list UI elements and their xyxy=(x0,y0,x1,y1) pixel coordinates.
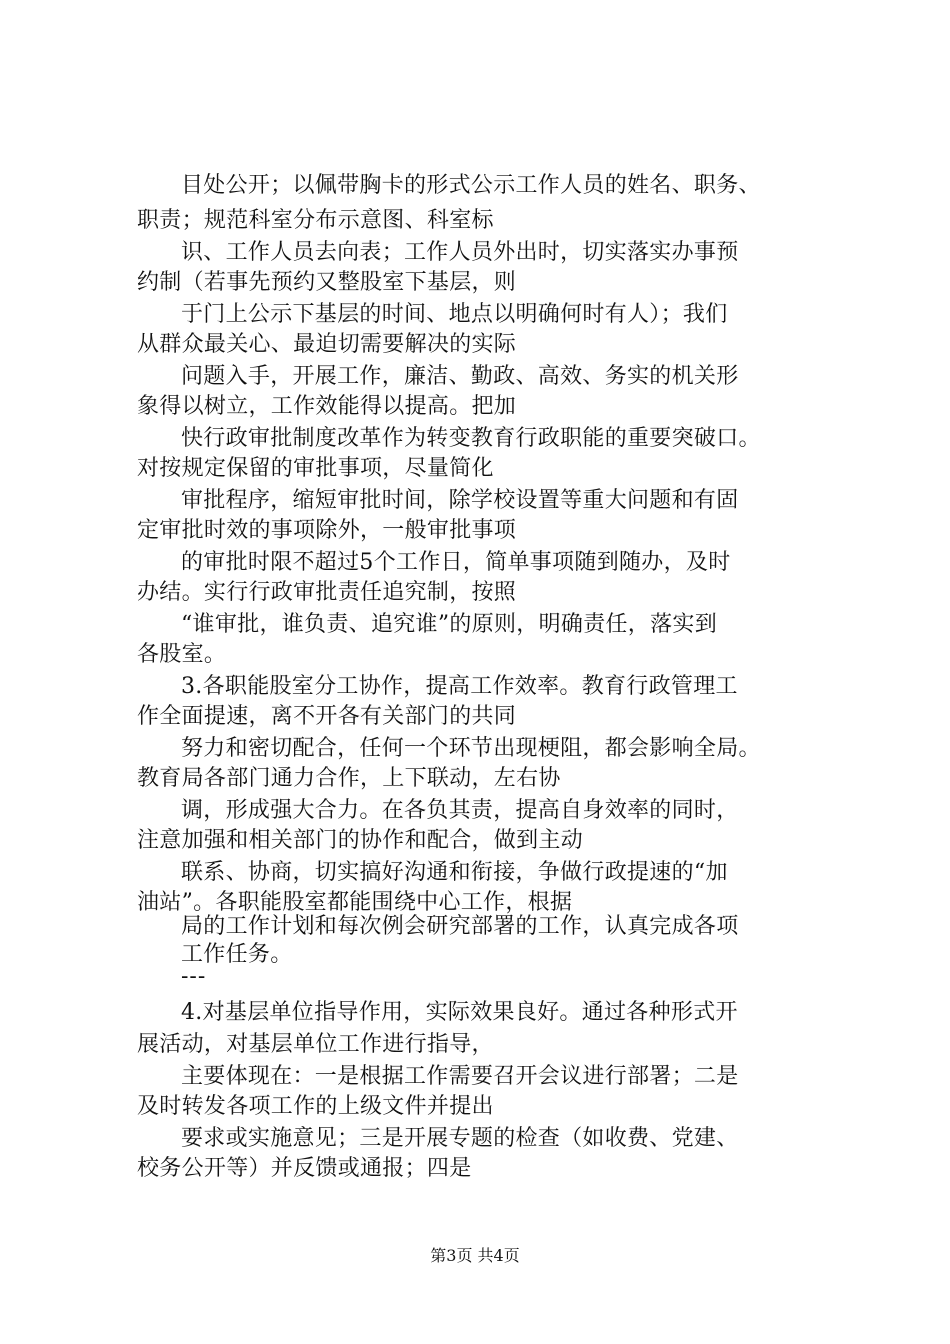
body-line: 联系、协商，切实搞好沟通和衔接，争做行政提速的“加 xyxy=(181,860,728,885)
body-line: 审批程序，缩短审批时间，除学校设置等重大问题和有固 xyxy=(181,488,739,513)
body-line: 展活动，对基层单位工作进行指导， xyxy=(137,1032,494,1057)
body-line: 作全面提速，离不开各有关部门的共同 xyxy=(137,704,517,729)
body-line: 调，形成强大合力。在各负其责，提高自身效率的同时， xyxy=(181,798,739,823)
body-line: 的审批时限不超过5个工作日，简单事项随到随办，及时 xyxy=(181,550,731,575)
body-line: 办结。实行行政审批责任追究制，按照 xyxy=(137,580,517,605)
body-line: 快行政审批制度改革作为转变教育行政职能的重要突破口。 xyxy=(181,426,761,451)
body-line: 校务公开等）并反馈或通报；四是 xyxy=(137,1156,472,1181)
body-line: 象得以树立，工作效能得以提高。把加 xyxy=(137,394,517,419)
body-line: 问题入手，开展工作，廉洁、勤政、高效、务实的机关形 xyxy=(181,364,739,389)
body-line: 识、工作人员去向表；工作人员外出时，切实落实办事预 xyxy=(181,240,739,265)
body-line: 主要体现在：一是根据工作需要召开会议进行部署；二是 xyxy=(181,1064,739,1089)
body-line: 工作任务。 xyxy=(181,942,293,967)
page-footer: 第3页 共4页 xyxy=(430,1246,520,1265)
body-line: 努力和密切配合，任何一个环节出现梗阻，都会影响全局。 xyxy=(181,736,761,761)
body-line: “谁审批，谁负责、追究谁”的原则，明确责任，落实到 xyxy=(181,612,717,637)
body-line: 于门上公示下基层的时间、地点以明确何时有人）；我们 xyxy=(181,302,728,327)
body-line: 对按规定保留的审批事项，尽量简化 xyxy=(137,456,494,481)
body-line: 3.各职能股室分工协作，提高工作效率。教育行政管理工 xyxy=(181,674,738,699)
body-line: 各股室。 xyxy=(137,642,227,667)
body-line: 局的工作计划和每次例会研究部署的工作，认真完成各项 xyxy=(181,914,739,939)
body-line: 4.对基层单位指导作用，实际效果良好。通过各种形式开 xyxy=(181,1000,738,1025)
body-line: 教育局各部门通力合作，上下联动，左右协 xyxy=(137,766,561,791)
body-line: 油站”。各职能股室都能围绕中心工作，根据 xyxy=(137,890,573,915)
body-line: 约制（若事先预约又整股室下基层，则 xyxy=(137,270,517,295)
body-line: 从群众最关心、最迫切需要解决的实际 xyxy=(137,332,517,357)
body-line: 注意加强和相关部门的协作和配合，做到主动 xyxy=(137,828,584,853)
body-line: 目处公开；以佩带胸卡的形式公示工作人员的姓名、职务、 xyxy=(181,173,761,198)
separator-line: --- xyxy=(181,964,207,989)
body-line: 要求或实施意见；三是开展专题的检查（如收费、党建、 xyxy=(181,1126,739,1151)
body-line: 定审批时效的事项除外，一般审批事项 xyxy=(137,518,517,543)
body-line: 职责；规范科室分布示意图、科室标 xyxy=(137,208,494,233)
body-line: 及时转发各项工作的上级文件并提出 xyxy=(137,1094,494,1119)
